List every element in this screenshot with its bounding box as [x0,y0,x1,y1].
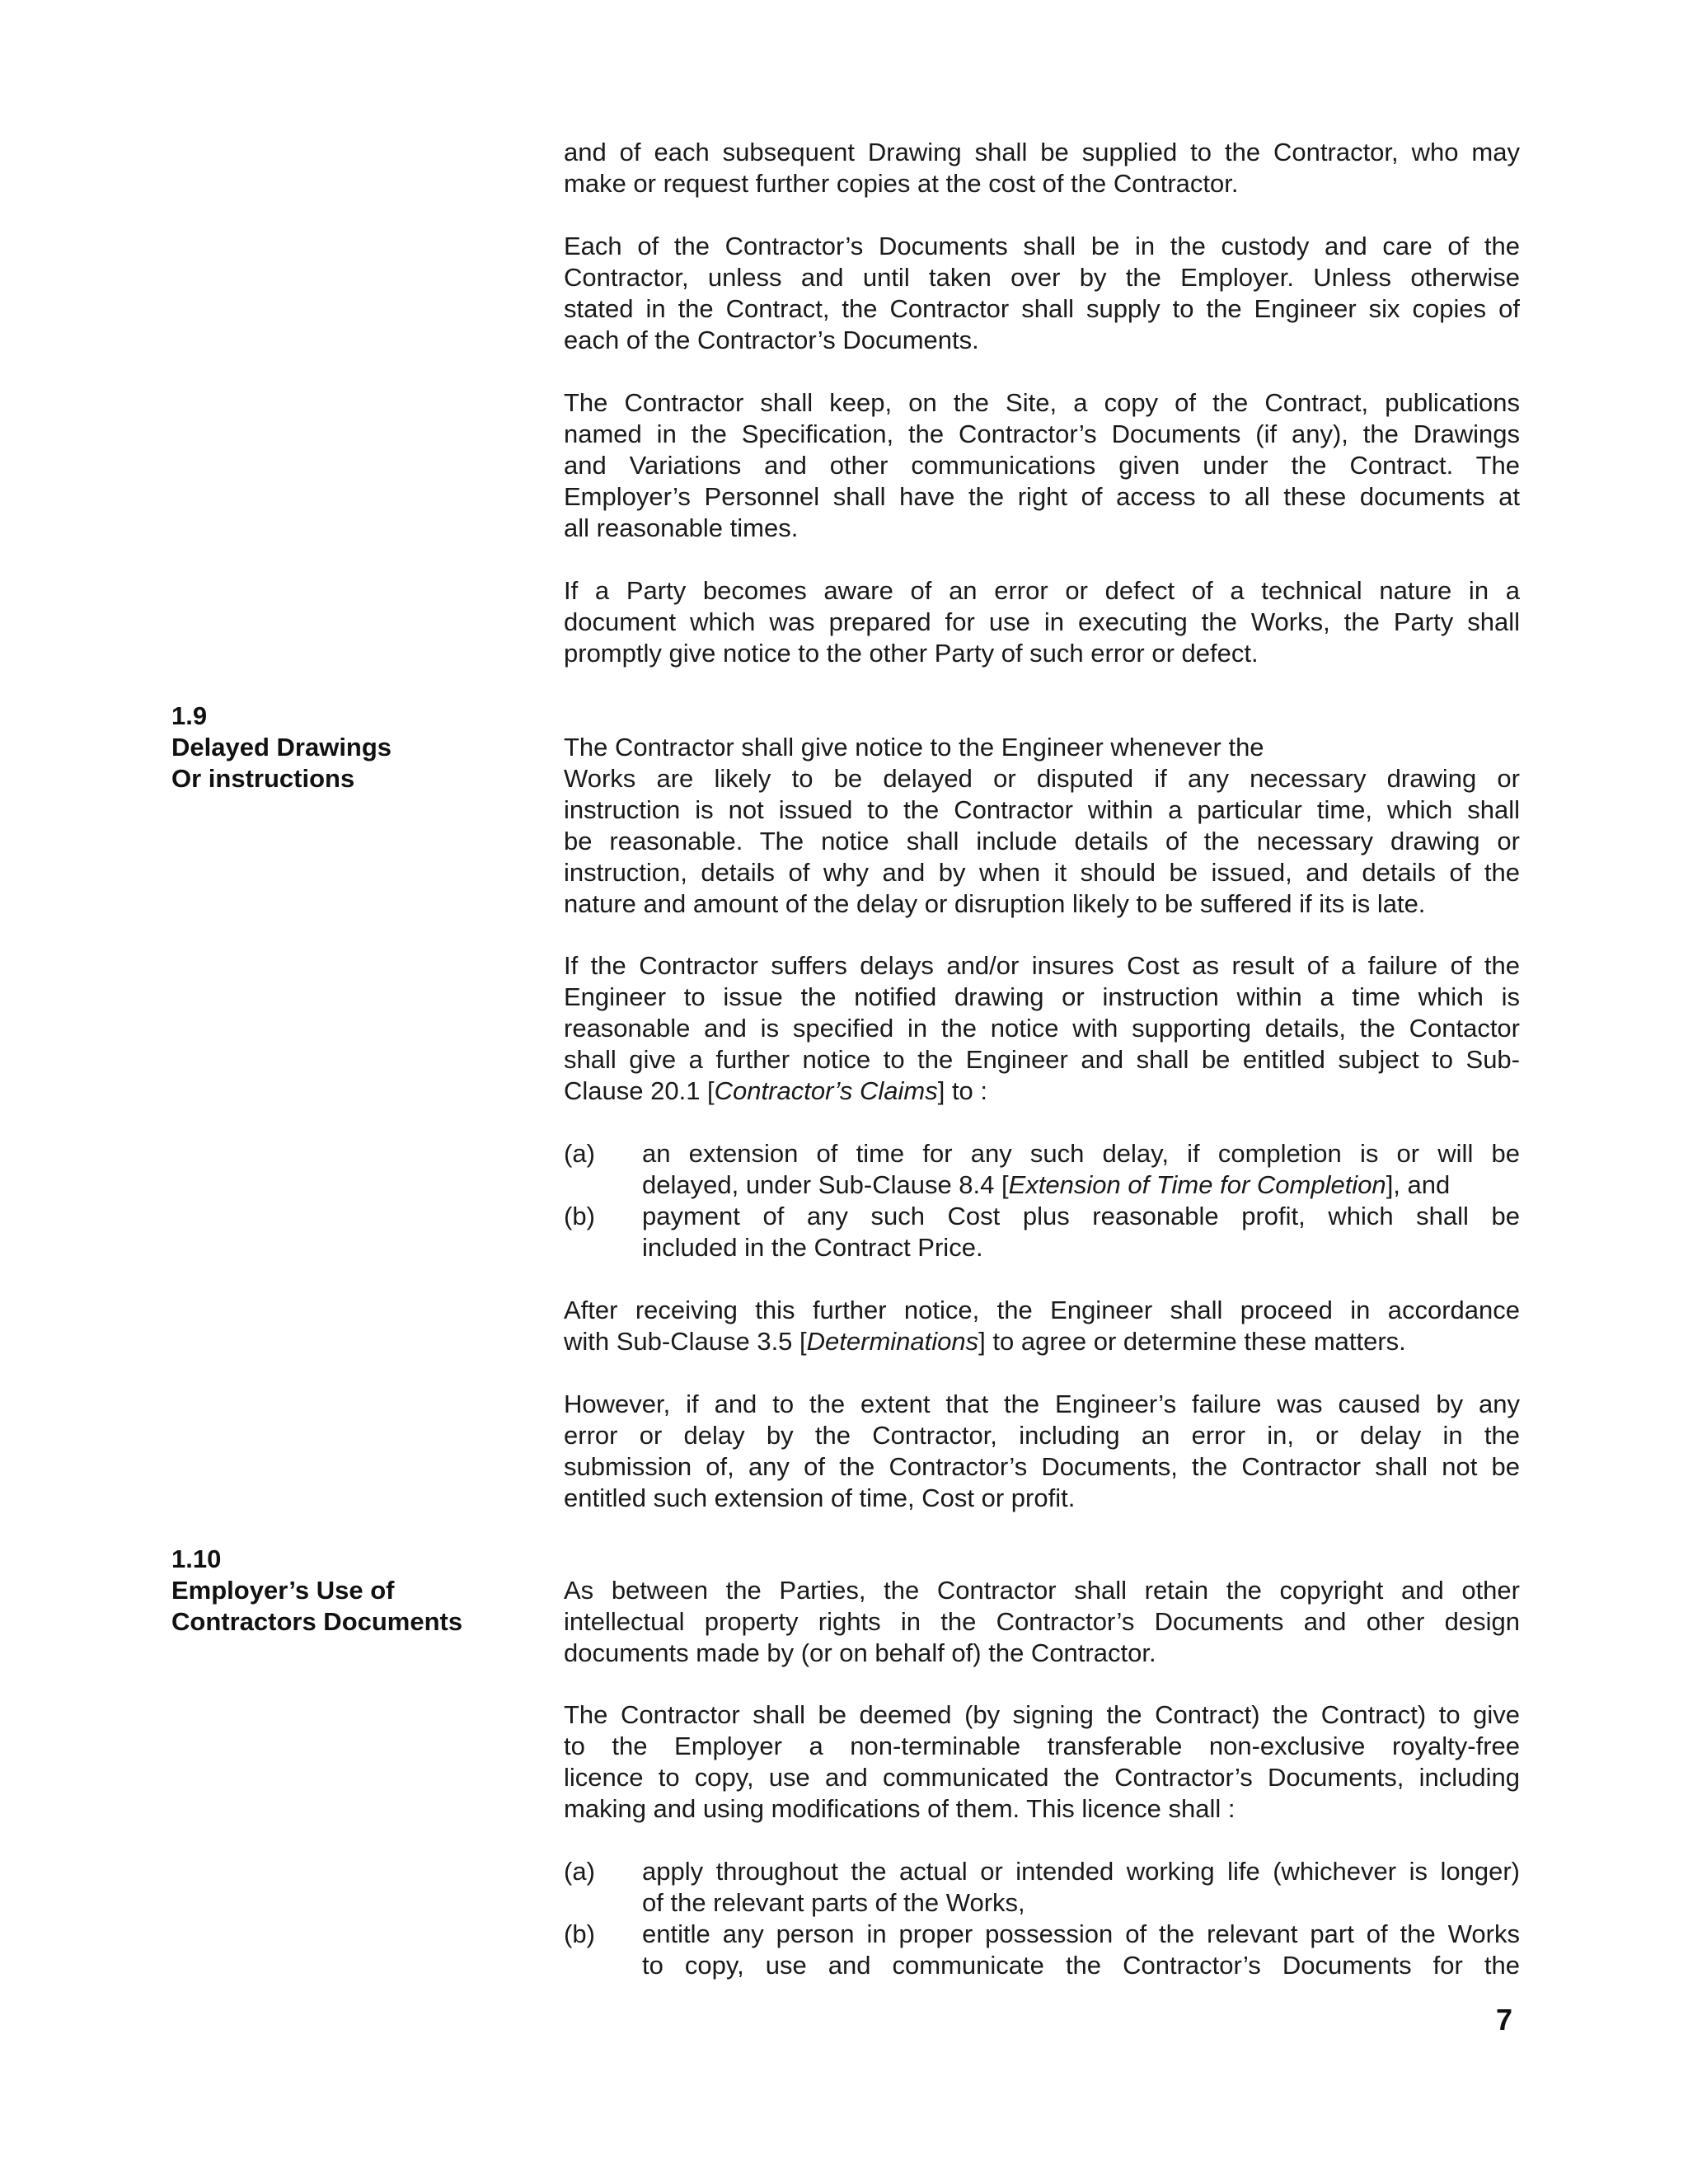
clause-title-line: Contractors Documents [171,1607,463,1636]
text-line: If a Party becomes aware of an error or defect of a technical nature in a [564,576,1520,605]
text-line: an extension of time for any such delay, if completion is or will be [642,1139,1520,1168]
text-line: If the Contractor suffers delays and/or insures Cost as result of a failure of the [564,951,1520,980]
text-line: be reasonable. The notice shall include details of the necessary drawing or [564,827,1520,855]
clause-1-9-heading [171,701,518,794]
clause-1-9-item-b [564,1201,1520,1263]
clause-title-line: Employer’s Use of [171,1576,395,1605]
clause-number: 1.10 [171,1544,222,1573]
text-line: As between the Parties, the Contractor shall retain the copyright and other [564,1576,1520,1605]
text-run: with Sub-Clause 3.5 [ [564,1327,807,1356]
text-line: each of the Contractor’s Documents. [564,326,979,354]
text-line [564,1076,1520,1107]
clause-1-10-paragraph-1 [564,1575,1520,1669]
text-line: The Contractor shall give notice to the Engineer whenever the [564,733,1264,762]
text-line: submission of, any of the Contractor’s Documents, the Contractor shall not be [564,1452,1520,1481]
text-line: licence to copy, use and communicated the Contractor’s Documents, including [564,1763,1520,1792]
text-line: and Variations and other communications given under the Contract. The [564,451,1520,480]
list-marker: (a) [564,1139,595,1168]
cross-reference-title: Contractor’s Claims [714,1076,938,1105]
text-run: ] to agree or determine these matters. [978,1327,1406,1356]
clause-1-10-item-b [564,1919,1520,1981]
text-line: Engineer to issue the notified drawing or instruction within a time which is [564,982,1520,1011]
clause-1-9-paragraph-4 [564,1389,1520,1514]
text-line: Employer’s Personnel shall have the right of access to all these documents at [564,482,1520,511]
text-line: However, if and to the extent that the Engineer’s failure was caused by any [564,1390,1520,1418]
text-line: error or delay by the Contractor, including an error in, or delay in the [564,1421,1520,1450]
text-line: instruction is not issued to the Contractor within a particular time, which shall [564,795,1520,824]
intro-paragraph-4 [564,575,1520,669]
text-line: included in the Contract Price. [642,1233,983,1262]
clause-1-9-item-a [564,1138,1520,1201]
list-item-text [642,1919,1520,1981]
cross-reference-title: Determinations [806,1327,979,1356]
text-line: The Contractor shall keep, on the Site, a copy of the Contract, publications [564,388,1520,417]
text-line: named in the Specification, the Contractor’s Documents (if any), the Drawings [564,419,1520,448]
text-line: promptly give notice to the other Party of such error or defect. [564,639,1259,668]
intro-paragraph-1 [564,137,1520,199]
list-item-text [642,1856,1520,1919]
clause-1-10-heading [171,1544,518,1638]
text-line: intellectual property rights in the Contractor’s Documents and other design [564,1607,1520,1636]
text-line: to the Employer a non-terminable transferable non-exclusive royalty-free [564,1732,1520,1760]
text-line: nature and amount of the delay or disruption likely to be suffered if its is late. [564,889,1426,918]
text-line: make or request further copies at the cost of the Contractor. [564,169,1239,198]
text-line: Contractor, unless and until taken over by the Employer. Unless otherwise [564,263,1520,292]
text-line [642,1169,1520,1201]
clause-1-10-item-a [564,1856,1520,1919]
clause-1-9-paragraph-2 [564,950,1520,1107]
list-marker: (a) [564,1857,595,1886]
list-item-text [642,1138,1520,1201]
text-line: apply throughout the actual or intended working life (whichever is longer) [642,1857,1520,1886]
text-line: all reasonable times. [564,513,799,542]
text-line: of the relevant parts of the Works, [642,1888,1025,1917]
page-number: 7 [1496,2003,1513,2036]
intro-paragraph-2 [564,231,1520,356]
text-line: document which was prepared for use in executing the Works, the Party shall [564,607,1520,636]
text-run: delayed, under Sub-Clause 8.4 [ [642,1170,1009,1199]
text-line: entitled such extension of time, Cost or profit. [564,1483,1076,1512]
list-marker: (b) [564,1202,595,1230]
text-line: and of each subsequent Drawing shall be supplied to the Contractor, who may [564,138,1520,166]
text-line: reasonable and is specified in the notice with supporting details, the Contactor [564,1014,1520,1043]
text-line [564,1326,1520,1357]
text-line: payment of any such Cost plus reasonable profit, which shall be [642,1202,1520,1230]
clause-1-10-paragraph-2 [564,1699,1520,1825]
text-line: documents made by (or on behalf of) the Contractor. [564,1638,1156,1667]
cross-reference-title: Extension of Time for Completion [1008,1170,1386,1199]
clause-title-line: Delayed Drawings [171,733,392,762]
text-run: ], and [1386,1170,1451,1199]
text-line: entitle any person in proper possession of the relevant part of the Works [642,1919,1520,1948]
clause-1-9-paragraph-3 [564,1295,1520,1357]
list-item-text [642,1201,1520,1263]
clause-title-line: Or instructions [171,764,355,793]
text-run: Clause 20.1 [ [564,1076,715,1105]
text-line: After receiving this further notice, the Engineer shall proceed in accordance [564,1296,1520,1324]
clause-1-9-paragraph-1 [564,732,1520,920]
text-line: The Contractor shall be deemed (by signing the Contract) the Contract) to give [564,1700,1520,1729]
text-line: making and using modifications of them. This licence shall : [564,1794,1236,1823]
text-line: stated in the Contract, the Contractor shall supply to the Engineer six copies of [564,294,1520,323]
intro-paragraph-3 [564,387,1520,544]
text-line: to copy, use and communicate the Contractor’s Documents for the [642,1951,1520,1980]
text-run: ] to : [937,1076,988,1105]
text-line: Each of the Contractor’s Documents shall be in the custody and care of the [564,232,1520,260]
text-line: instruction, details of why and by when it should be issued, and details of the [564,858,1520,887]
clause-number: 1.9 [171,701,208,730]
text-line: Works are likely to be delayed or disputed if any necessary drawing or [564,764,1520,793]
text-line: shall give a further notice to the Engineer and shall be entitled subject to Sub- [564,1045,1520,1074]
list-marker: (b) [564,1919,595,1948]
